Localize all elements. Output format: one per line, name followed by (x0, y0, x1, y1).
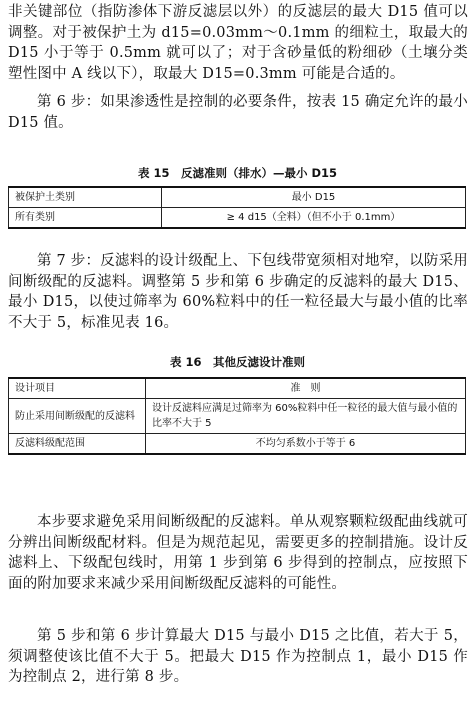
table-header-cell: 最小 D15 (162, 187, 466, 208)
table-16-caption: 表 16 其他反滤设计准则 (169, 355, 305, 369)
table-row (9, 434, 466, 455)
table-cell: 设计反滤料应满足过筛率为 60%粒料中任一粒径的最大值与最小值的比率不大于 5 (146, 399, 466, 434)
table-cell: 不均匀系数小于等于 6 (146, 434, 466, 455)
table-cell: 所有类别 (9, 208, 162, 229)
table-header-cell: 准 则 (146, 378, 466, 399)
table-header-cell: 被保护土类别 (9, 187, 162, 208)
paragraph-step-6: 第 6 步：如果渗透性是控制的必要条件，按表 15 确定允许的最小 D15 值。 (8, 94, 468, 131)
paragraph-ratio-check: 第 5 步和第 6 步计算最大 D15 与最小 D15 之比值，若大于 5，须调整使该比值不大于 5。把最大 D15 作为控制点 1，最小 D15 作为控制点 2，进行第 8 步。 (8, 628, 468, 685)
paragraph-filter-adjustment: 非关键部位（指防渗体下游反滤层以外）的反滤层的最大 D15 值可以调整。对于被保护土为 d15=0.03mm～0.1mm 的细粒土，取最大的 D15 小于等于 0.5mm 就可以了；对于含砂量低的粉细砂（土壤分类塑性图中 A 线以下），取最大 D15=0.3mm 可能是合适的。 (8, 4, 468, 82)
table-cell: 防止采用间断级配的反滤料 (9, 399, 146, 434)
table-16 (8, 377, 466, 455)
table-row (9, 208, 466, 229)
table-row (9, 399, 466, 434)
table-15 (8, 186, 466, 229)
table-15-caption: 表 15 反滤准则（排水）—最小 D15 (137, 166, 338, 180)
paragraph-avoid-gap-graded: 本步要求避免采用间断级配的反滤料。单从观察颗粒级配曲线就可分辨出间断级配材料。但是为规范起见，需要更多的控制措施。设计反滤料上、下级配包线时，用第 1 步到第 6 步得到的控制点，应按照下面的附加要求来减少采用间断级配反滤料的可能性。 (8, 514, 468, 592)
table-row (9, 378, 466, 399)
table-row (9, 187, 466, 208)
paragraph-step-7: 第 7 步：反滤料的设计级配上、下包线带宽须相对地窄，以防采用间断级配的反滤料。调整第 5 步和第 6 步确定的反滤料的最大 D15、最小 D15，以使过筛率为 60%粒料中的任一粒径最大与最小值的比率不大于 5，标准见表 16。 (8, 253, 468, 331)
table-cell: ≥ 4 d15（全料）（但不小于 0.1mm） (162, 208, 466, 229)
table-cell: 反滤料级配范围 (9, 434, 146, 455)
table-header-cell: 设计项目 (9, 378, 146, 399)
